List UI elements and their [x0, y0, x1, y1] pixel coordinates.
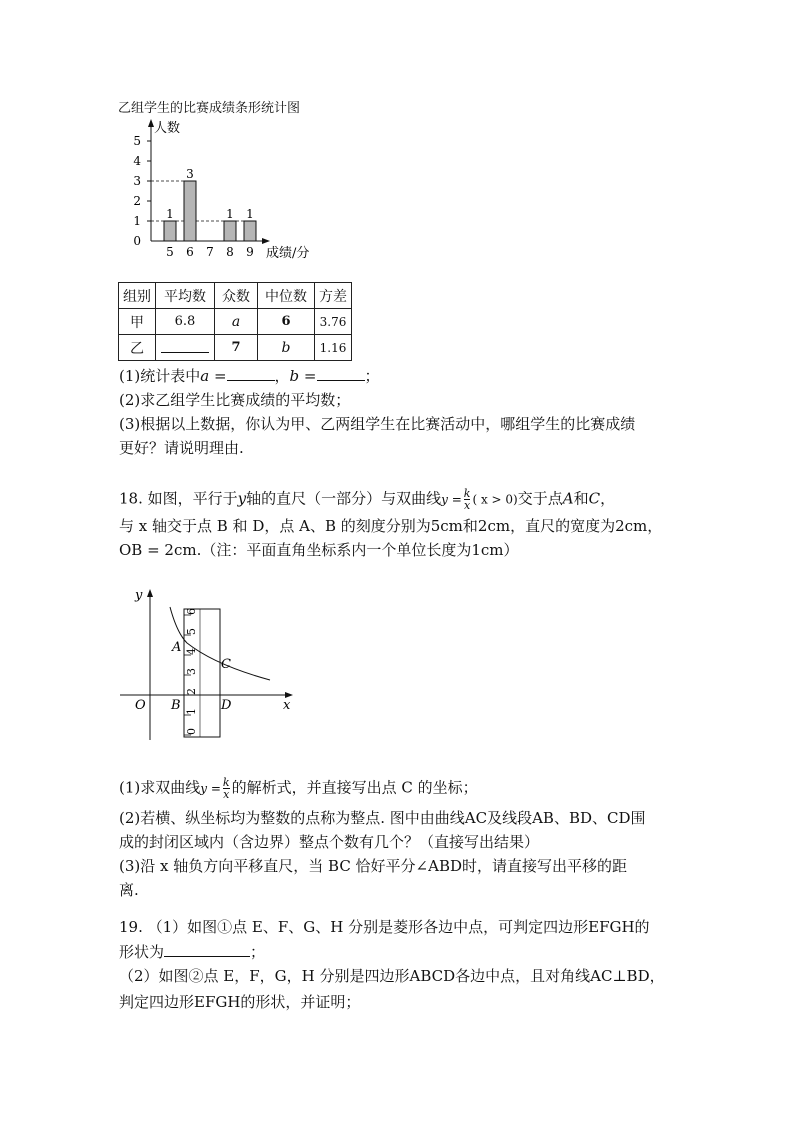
y-tick-label: 0 — [133, 234, 141, 248]
x-tick-label: 7 — [206, 245, 214, 259]
table-cell: a — [215, 309, 258, 335]
data-label: 1 — [226, 207, 234, 221]
fraction-k-over-x: $\frac{k}{x}$ — [463, 487, 471, 512]
x-tick-label: 8 — [226, 245, 234, 259]
q19-line1: 19. （1）如图①点 E、F、G、H 分别是菱形各边中点，可判定四边形EFGH的 — [119, 918, 650, 936]
q18-part3-line2: 离. — [119, 881, 139, 899]
y-axis-label: y — [135, 588, 143, 603]
x-tick-label: 5 — [166, 245, 174, 259]
y-tick-label: 4 — [133, 154, 141, 168]
q17-part3-line1: (3)根据以上数据，你认为甲、乙两组学生在比赛活动中，哪组学生的比赛成绩 — [119, 415, 636, 433]
table-cell: b — [258, 335, 315, 361]
q18-figure — [115, 585, 305, 745]
bar-chart — [120, 112, 350, 262]
q17-part2: (2)求乙组学生比赛成绩的平均数； — [119, 391, 351, 409]
chart-title: 乙组学生的比赛成绩条形统计图 — [118, 101, 301, 116]
ruler-tick-label: 3 — [185, 668, 198, 675]
bar — [224, 221, 236, 241]
table-cell: 1.16 — [315, 335, 352, 361]
y-tick-label: 1 — [133, 214, 141, 228]
table-header: 方差 — [315, 283, 352, 309]
table-header: 平均数 — [156, 283, 215, 309]
q18-part2-line1: (2)若横、纵坐标均为整数的点称为整点. 图中由曲线AC及线段AB、BD、CD围 — [119, 809, 646, 827]
table-header-row — [119, 283, 352, 309]
x-axis-label: 成绩/分 — [266, 246, 310, 261]
q18-part1: (1)求双曲线y = $\frac{k}{x}$ 的解析式，并直接写出点 C 的坐标； — [119, 776, 478, 801]
point-label-A: A — [172, 640, 182, 655]
stats-table — [118, 282, 352, 361]
x-tick-label: 9 — [246, 245, 254, 259]
ruler-tick-label: 5 — [185, 628, 198, 635]
x-tick-label: 6 — [186, 245, 194, 259]
ruler-tick-label: 4 — [185, 648, 198, 655]
table-header: 组别 — [119, 283, 156, 309]
q19-line3: （2）如图②点 E，F，G，H 分别是四边形ABCD各边中点，且对角线AC⊥BD， — [119, 967, 665, 985]
q19-line2: 形状为 ； — [119, 943, 266, 961]
table-cell: 甲 — [119, 309, 156, 335]
y-axis-label: 人数 — [154, 121, 181, 136]
ruler-tick-label: 1 — [185, 708, 198, 715]
q19-line4: 判定四边形EFGH的形状，并证明； — [119, 993, 361, 1011]
point-label-D: D — [221, 698, 232, 713]
table-cell: 3.76 — [315, 309, 352, 335]
table-header: 众数 — [215, 283, 258, 309]
q17-part3-line2: 更好？请说明理由. — [119, 439, 244, 457]
point-label-B: B — [171, 698, 181, 713]
y-tick-label: 5 — [133, 134, 141, 148]
ruler-tick-label: 2 — [185, 688, 198, 695]
bar — [164, 221, 176, 241]
y-tick-label: 3 — [133, 174, 141, 188]
q17-part1: (1)统计表中a = ，b = ； — [119, 367, 380, 385]
q18-part2-line2: 成的封闭区域内（含边界）整点个数有几个？（直接写出结果） — [119, 833, 540, 851]
bar — [244, 221, 256, 241]
table-cell: 7 — [215, 335, 258, 361]
data-label: 1 — [166, 207, 174, 221]
q18-line3: OB = 2cm.（注：平面直角坐标系内一个单位长度为1cm） — [119, 541, 519, 559]
point-label-C: C — [221, 657, 231, 672]
y-axis-arrow — [147, 589, 153, 597]
table-cell: 乙 — [119, 335, 156, 361]
q18-part3-line1: (3)沿 x 轴负方向平移直尺，当 BC 恰好平分∠ABD时，请直接写出平移的距 — [119, 857, 628, 875]
ruler-tick-label: 6 — [185, 608, 198, 615]
origin-label: O — [135, 698, 146, 713]
data-label: 3 — [186, 167, 194, 181]
ruler-tick-label: 0 — [185, 728, 198, 735]
table-row — [119, 309, 352, 335]
bar — [184, 181, 196, 241]
x-axis-label: x — [283, 698, 291, 713]
q18-line1: 18. 如图，平行于y轴的直尺（一部分）与双曲线y = $\frac{k}{x}$ ( x > 0)交于点A和C， — [119, 487, 616, 512]
table-row — [119, 335, 352, 361]
table-cell-blank — [156, 335, 215, 361]
data-label: 1 — [246, 207, 254, 221]
table-cell: 6 — [258, 309, 315, 335]
table-cell: 6.8 — [156, 309, 215, 335]
q18-line2: 与 x 轴交于点 B 和 D，点 A、B 的刻度分别为5cm和2cm，直尺的宽度为2cm， — [119, 517, 663, 535]
fraction-k-over-x: $\frac{k}{x}$ — [222, 776, 230, 801]
table-header: 中位数 — [258, 283, 315, 309]
x-axis-arrow — [262, 238, 270, 244]
y-tick-label: 2 — [133, 194, 141, 208]
